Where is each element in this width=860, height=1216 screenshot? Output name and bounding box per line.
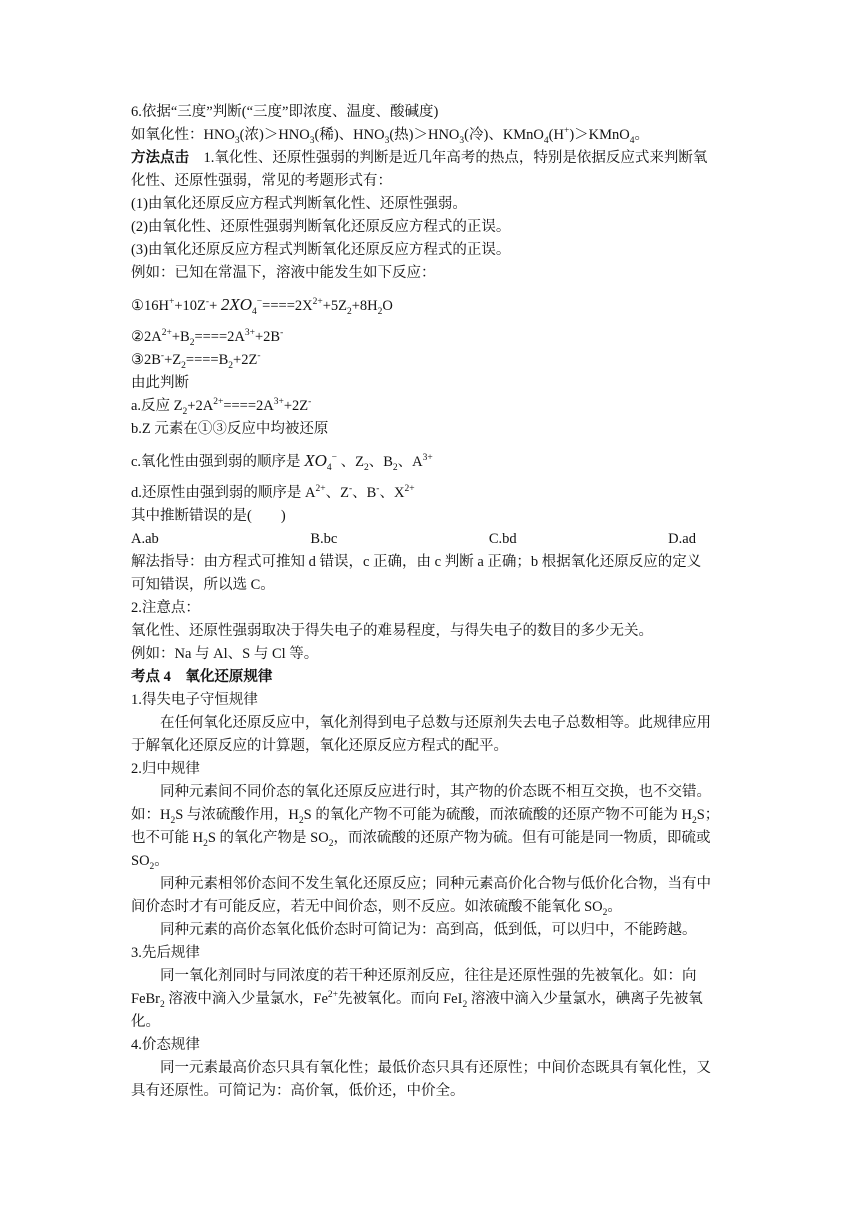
option-a: A.ab [131,531,159,547]
question: 其中推断错误的是( ) [131,508,286,524]
reaction-2: $②2A^{2+}+B_2====2A^{3+}+2B^-$ [131,328,284,348]
rule-3-line-2: FeBr$_2$ 溶液中滴入少量氯水，$Fe^{2+}$先被氧化。而向 FeI$_2$ 溶液中滴入少量氯水，碘离子先被氧 [131,990,703,1010]
solution-line-1: 解法指导：由方程式可推知 d 错误，c 正确，由 c 判断 a 正确；b 根据氧化还原反应的定义 [131,554,702,570]
note-line-2: 例如：Na 与 Al、S 与 Cl 等。 [131,646,319,662]
rule-2-line-7: 同种元素的高价态氧化低价态时可简记为：高到高，低到低，可以归中，不能跨越。 [160,922,697,938]
reaction-1: ①16H++10Z-+ $2XO_4^-====2X^{2+}+5Z_2+8H_2O$ [131,295,393,317]
rule-3-line-3: 化。 [131,1014,160,1030]
method-item-3: (3)由氧化还原反应方程式判断氧化还原反应方程式的正误。 [131,242,511,258]
judgement-intro: 由此判断 [131,375,189,391]
rule-4-title: 4.价态规律 [131,1037,200,1053]
solution-line-2: 可知错误，所以选 C。 [131,577,275,593]
judgement-a: a.反应 $Z_2+2A^{2+}====2A^{3+}+2Z^-$ [131,397,312,417]
option-c: C.bd [488,531,517,547]
method-label: 方法点击 [131,150,189,166]
method-item-1: (1)由氧化还原反应方程式判断氧化性、还原性强弱。 [131,196,467,212]
rule-3-title: 3.先后规律 [131,945,200,961]
rule-2-line-6: 间价态时才有可能反应，若无中间价态，则不反应。如浓硫酸不能氧化 $SO_2$。 [131,899,622,918]
judgement-c: c.氧化性由强到弱的顺序是 $XO_4^-$ 、$Z_2$、$B_2$、$A^{3+}$ [131,451,433,473]
rule-3-line-1: 同一氧化剂同时与同浓度的若干种还原剂反应，往往是还原性强的先被氧化。如：向 [160,968,697,984]
rule-4-line-1: 同一元素最高价态只具有氧化性；最低价态只具有还原性；中间价态既具有氧化性，又 [160,1060,711,1076]
rule-4-line-2: 具有还原性。可简记为：高价氧，低价还，中价全。 [131,1083,465,1099]
rule-1-title: 1.得失电子守恒规律 [131,692,258,708]
rule-2-line-2: 如：$H_2S$ 与浓硫酸作用，$H_2S$ 的氧化产物不可能为硫酸，而浓硫酸的还原产物不可能为 $H_2S$； [131,807,720,826]
document-page [131,101,731,1103]
heading-rule-6: 6.依据“三度”判断(“三度”即浓度、温度、酸碱度) [131,104,439,120]
rule-1-line-2: 于解氧化还原反应的计算题，氧化还原反应方程式的配平。 [131,738,508,754]
option-b: B.bc [310,531,338,547]
method-line-1: 方法点击 1.氧化性、还原性强弱的判断是近几年高考的热点，特别是依据反应式来判断氧 [131,150,708,166]
note-line-1: 氧化性、还原性强弱取决于得失电子的难易程度，与得失电子的数目的多少无关。 [131,623,653,639]
note-title: 2.注意点： [131,600,200,616]
rule-2-line-4: $SO_2$。 [131,853,169,872]
section-4-title: 考点 4 氧化还原规律 [131,669,273,685]
answer-options [131,528,696,551]
oxidation-example: 如氧化性：$HNO_3$(浓)$>HNO_3$(稀)、$HNO_3$(热)$>HNO_3$(冷)、KMnO$_4$(H+)＞KMnO$_4$。 [131,126,649,146]
option-d: D.ad [668,531,696,547]
judgement-d: d.还原性由强到弱的顺序是 $A^{2+}$、Z-、B-、$X^{2+}$ [131,484,415,501]
judgement-b: b.Z 元素在①③反应中均被还原 [131,421,329,437]
rule-2-line-3: 也不可能 $H_2S$ 的氧化产物是 $SO_2$，而浓硫酸的还原产物为硫。但有可能是同一物质，即硫或 [131,830,711,849]
reaction-3: $③2B^-+Z_2====B_2+2Z^-$ [131,351,261,371]
rule-2-line-5: 同种元素相邻价态间不发生氧化还原反应；同种元素高价化合物与低价化合物，当有中 [160,876,711,892]
rule-1-line-1: 在任何氧化还原反应中，氧化剂得到电子总数与还原剂失去电子总数相等。此规律应用 [160,715,711,731]
example-intro: 例如：已知在常温下，溶液中能发生如下反应： [131,265,436,281]
rule-2-title: 2.归中规律 [131,761,200,777]
method-line-2: 化性、还原性强弱，常见的考题形式有： [131,173,392,189]
method-item-2: (2)由氧化性、还原性强弱判断氧化还原反应方程式的正误。 [131,219,511,235]
rule-2-line-1: 同种元素间不同价态的氧化还原反应进行时，其产物的价态既不相互交换，也不交错。 [160,784,711,800]
